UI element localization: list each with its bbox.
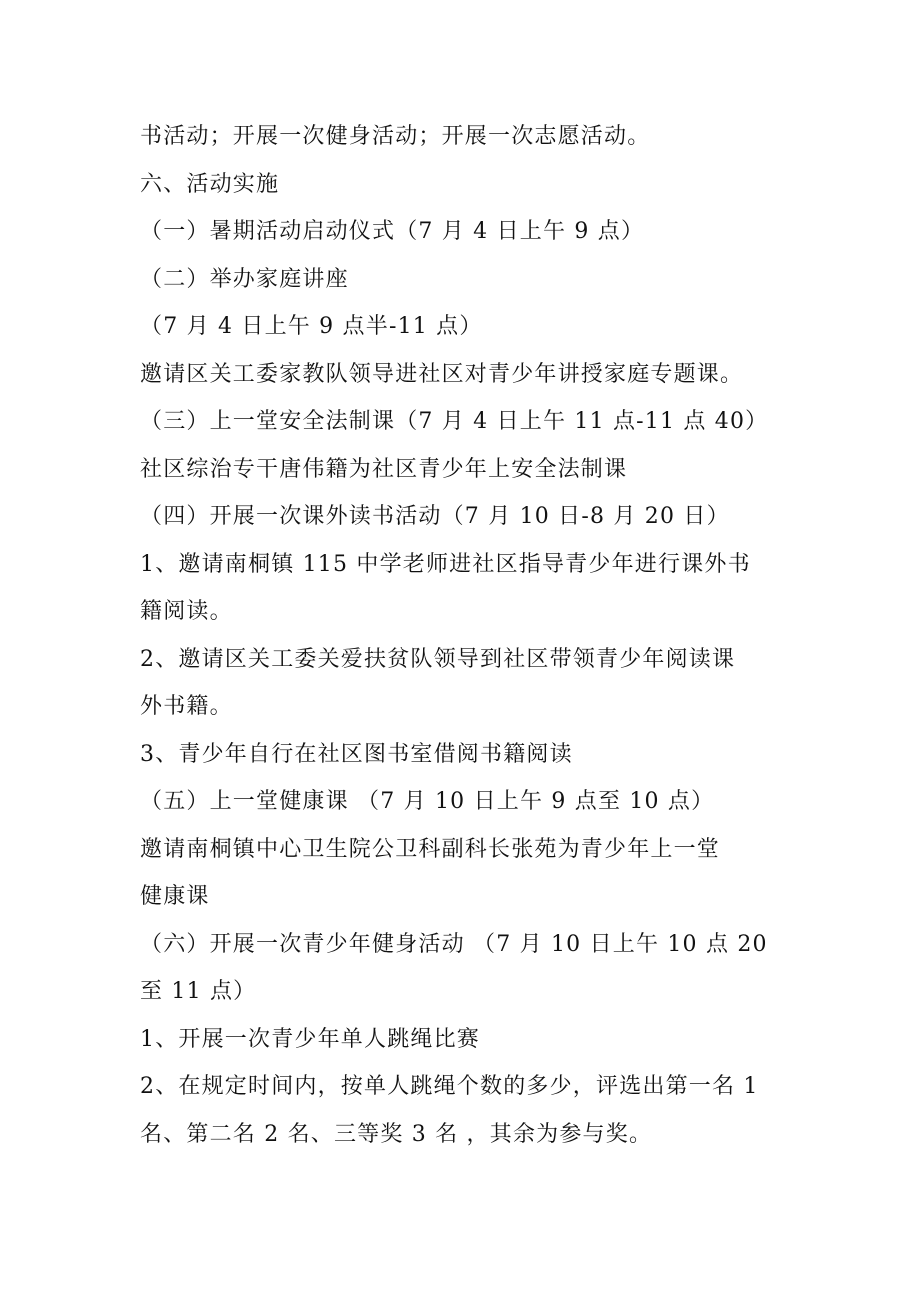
list-item: 2、邀请区关工委关爱扶贫队领导到社区带领青少年阅读课 <box>140 646 736 672</box>
list-item: 1、邀请南桐镇 115 中学老师进社区指导青少年进行课外书 <box>140 551 751 577</box>
paragraph-line: （7 月 4 日上午 9 点半-11 点） <box>140 314 483 339</box>
list-item: 2、在规定时间内，按单人跳绳个数的多少，评选出第一名 1 <box>140 1074 759 1099</box>
section-heading: 六、活动实施 <box>140 171 280 197</box>
paragraph-line: 社区综治专干唐伟籍为社区青少年上安全法制课 <box>140 456 628 482</box>
subsection-heading: （四）开展一次课外读书活动（7 月 10 日-8 月 20 日） <box>140 504 730 529</box>
list-item: 3、青少年自行在社区图书室借阅书籍阅读 <box>140 741 573 767</box>
list-item-continuation: 籍阅读。 <box>140 599 233 624</box>
paragraph-line: 邀请南桐镇中心卫生院公卫科副科长张苑为青少年上一堂 <box>140 836 721 862</box>
subsection-heading-continuation: 至 11 点） <box>140 979 257 1004</box>
paragraph-line: 邀请区关工委家教队领导进社区对青少年讲授家庭专题课。 <box>140 361 744 387</box>
list-item-continuation: 外书籍。 <box>140 694 233 719</box>
list-item: 1、开展一次青少年单人跳绳比赛 <box>140 1026 480 1052</box>
list-item-continuation: 名、第二名 2 名、三等奖 3 名 ，其余为参与奖。 <box>140 1121 653 1147</box>
subsection-heading: （五）上一堂健康课 （7 月 10 日上午 9 点至 10 点） <box>140 789 715 814</box>
subsection-heading: （二）举办家庭讲座 <box>140 266 349 292</box>
subsection-heading: （六）开展一次青少年健身活动 （7 月 10 日上午 10 点 20 <box>140 931 768 957</box>
paragraph-line: 书活动；开展一次健身活动；开展一次志愿活动。 <box>140 124 651 149</box>
subsection-heading: （三）上一堂安全法制课（7 月 4 日上午 11 点-11 点 40） <box>140 409 769 434</box>
subsection-heading: （一）暑期活动启动仪式（7 月 4 日上午 9 点） <box>140 219 645 244</box>
paragraph-line: 健康课 <box>140 884 210 909</box>
document-body <box>140 113 800 1158</box>
